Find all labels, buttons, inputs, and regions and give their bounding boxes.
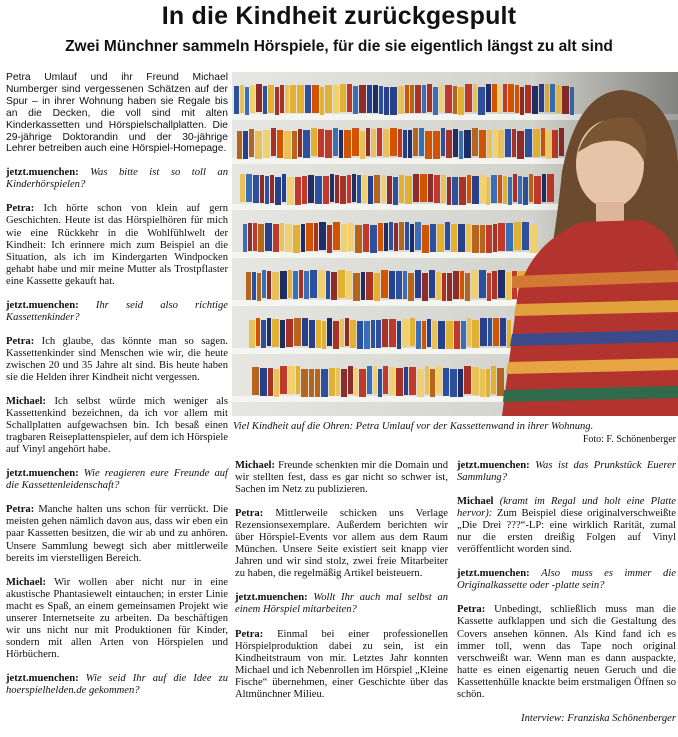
question-paragraph xyxy=(235,592,448,616)
interviewer-label: jetzt.muenchen: xyxy=(6,468,79,480)
speaker-label: Michael: xyxy=(235,460,276,471)
answer-paragraph xyxy=(6,336,228,384)
answer-paragraph xyxy=(6,203,228,287)
photo-illustration xyxy=(232,72,678,416)
answer-text: Wir wollen aber nicht nur in eine akustische Phantasiewelt eintauchen; in erster Linie macht es Spaß, an einem gemeinsamen Projekt wie unserer Internetseite zu arbeiten. Da beschäftigen wir uns nicht nur mit Produktionen für Kinder, sondern mit allen Arten von Hörspielen und Hörbüchern. xyxy=(6,576,228,660)
speaker-label: Petra: xyxy=(6,203,35,215)
answer-text: Unbedingt, schließlich muss man die Kassette aufklappen und sich die Gestaltung des Covers ansehen können. Als Kind fand ich es immer toll, wenn das Tape noch original verschweißt war. Wenn man es dann auspackte, hatte es einen eigenartig neuen Geruch und die Kassettenhülle knackte beim erstmaligen Öffnen so schön. xyxy=(457,604,676,700)
answer-text: Ich selbst würde mich weniger als Kassettenkind bezeichnen, da ich vor allem mit Schallplatten aufgewachsen bin. Ich besaß einen tragbaren Reiseplattenspieler, auf dem ich Hörspiele auf Vinyl angehört habe. xyxy=(6,396,228,456)
column-2 xyxy=(235,460,448,713)
column-2-body xyxy=(235,460,448,701)
answer-paragraph xyxy=(6,504,228,564)
answer-paragraph xyxy=(235,508,448,580)
answer-text: Ich glaube, das könnte man so sagen. Kassettenkinder sind Menschen wie wir, die heute zwischen 20 und 35 Jahre alt sind. Bis heute haben sie die Helden ihrer Kindheit nicht vergessen. xyxy=(6,335,229,383)
question-text: Wie seid Ihr auf die Idee zu hoerspielhelden.de gekommen? xyxy=(6,672,228,696)
interviewer-label: jetzt.muenchen: xyxy=(6,167,79,179)
question-text: Also muss es immer die Originalkassette oder -platte sein? xyxy=(457,568,676,592)
answer-paragraph xyxy=(457,604,676,700)
answer-text: Manche halten uns schon für verrückt. Die meisten gehen nämlich davon aus, dass wir eben ein paar Kassetten besitzen, die wir ab und zu anhören. Unsere Sammlung bewegt sich aber mittlerweile bereits im vierstelligen Bereich. xyxy=(6,504,228,564)
answer-paragraph xyxy=(6,577,228,661)
headline: In die Kindheit zurückgespult xyxy=(161,2,517,30)
question-paragraph xyxy=(6,468,228,492)
lead-paragraph: Petra Umlauf und ihr Freund Michael Numberger sind vergessenen Schätzen auf der Spur – in ihrer Wohnung haben sie Regale bis an die Decken, die voll sind mit alten Kinderkassetten und Hörspielschallplatten. Die 29-jährige Doktorandin und der 30-jährige Lehrer betreiben auch eine Hörspiel-Homepage. xyxy=(6,72,228,155)
answer-text: Einmal bei einer professionellen Hörspielproduktion dabei zu sein, ist ein Kindheitstraum von mir. Letztes Jahr konnten Michael und ich Nebenrollen im Hörspiel „Kleine Fische“ übernehmen, einer Geschichte über das Altmünchner Milieu. xyxy=(235,628,448,700)
answer-text: Zum Beispiel diese originalverschweißte „Die Drei ???“-LP: eine wirklich Rarität, zumal nur die ersten dreißig Folgen auf Vinyl veröffentlicht worden sind. xyxy=(457,508,676,556)
column-3 xyxy=(457,460,676,737)
question-paragraph xyxy=(6,167,228,191)
question-paragraph xyxy=(457,460,676,484)
answer-paragraph xyxy=(235,460,448,496)
interviewer-label: jetzt.muenchen: xyxy=(6,299,79,311)
question-paragraph xyxy=(457,568,676,592)
answer-paragraph xyxy=(235,629,448,701)
interviewer-label: jetzt.muenchen: xyxy=(457,460,530,471)
question-text: Ihr seid also richtige Kassettenkinder? xyxy=(6,299,228,323)
question-text: Wie reagieren eure Freunde auf die Kassettenleidenschaft? xyxy=(6,468,228,492)
speaker-label: Petra: xyxy=(6,504,35,516)
speaker-label: Michael: xyxy=(6,396,47,408)
answer-text: Freunde schenkten mir die Domain und wir stellten fest, dass es gar nicht so schwer ist, Sachen im Netz zu publizieren. xyxy=(235,460,448,496)
question-text: Was ist das Prunkstück Euerer Sammlung? xyxy=(457,460,676,484)
speaker-label: Michael xyxy=(457,496,494,508)
photo-credit: Foto: F. Schönenberger xyxy=(582,434,676,445)
speaker-label: Petra: xyxy=(235,628,264,640)
answer-text: Mittlerweile schicken uns Verlage Rezensionsexemplare. Außerdem berichten wir über Hörspiel-Events vor allem aus dem Raum München. Unsere Seite existiert seit knapp vier Jahren und wir sind stolz, zwei freie Mitarbeiter zu haben, die regelmäßig Artikel beisteuern. xyxy=(235,508,448,580)
stage-direction: (kramt im Regal und holt eine Platte hervor): xyxy=(457,496,676,520)
column-1 xyxy=(6,72,228,709)
article-photo xyxy=(232,72,678,416)
speaker-label: Michael: xyxy=(6,576,47,588)
speaker-label: Petra: xyxy=(235,508,264,520)
interviewer-label: jetzt.muenchen: xyxy=(6,672,79,684)
byline: Interview: Franziska Schönenberger xyxy=(521,712,676,724)
answer-paragraph xyxy=(6,396,228,456)
photo-caption: Viel Kindheit auf die Ohren: Petra Umlauf vor der Kassettenwand in ihrer Wohnung. xyxy=(233,421,594,432)
speaker-label: Petra: xyxy=(6,335,35,347)
question-text: Was bitte ist so toll an Kinderhörspielen? xyxy=(6,167,228,191)
question-text: Wollt Ihr auch mal selbst an einem Hörspiel mitarbeiten? xyxy=(235,592,448,616)
column-1-body xyxy=(6,167,228,697)
column-3-body xyxy=(457,460,676,701)
question-paragraph xyxy=(6,673,228,697)
interviewer-label: jetzt.muenchen: xyxy=(235,592,308,604)
answer-paragraph xyxy=(457,496,676,556)
interviewer-label: jetzt.muenchen: xyxy=(457,568,530,580)
answer-text: Ich hörte schon von klein auf gern Geschichten. Heute ist das Hörspielhören für mich wie eine Rückkehr in die Wohlfühlwelt der Kindheit: Ich erinnere mich zum Beispiel an die Situation, als ich im Kindergarten Windpocken gehabt habe und mir meine Mutter als Trostpflaster eine Kassette gekauft hat. xyxy=(6,203,229,287)
speaker-label: Petra: xyxy=(457,604,486,616)
subheadline: Zwei Münchner sammeln Hörspiele, für die sie eigentlich längst zu alt sind xyxy=(65,38,613,55)
question-paragraph xyxy=(6,300,228,324)
